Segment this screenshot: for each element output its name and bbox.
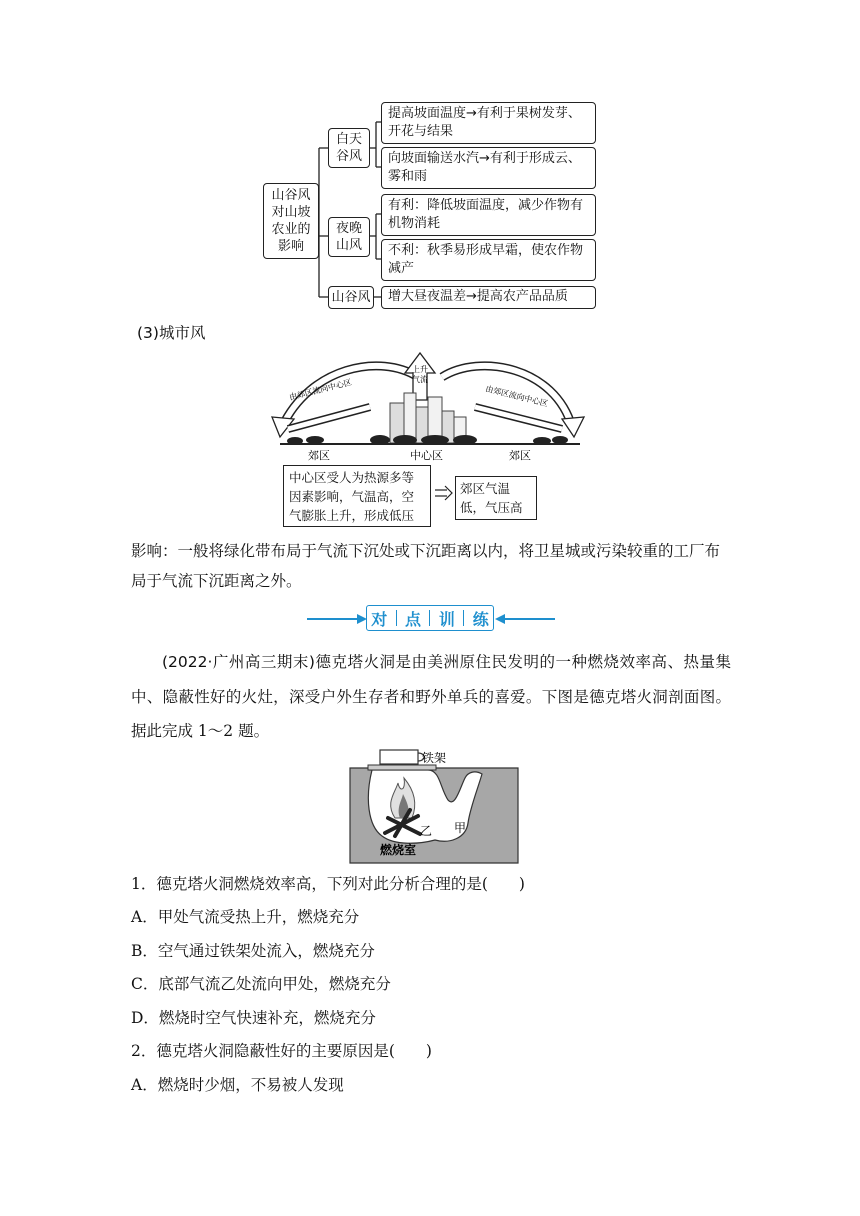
intro-text: 德克塔火洞是由美洲原住民发明的一种燃烧效率高、热量集中、隐蔽性好的火灶，深受户外生存者和野外单兵的喜爱。下图是德克塔火洞剖面图。据此完成 1～2 题。 bbox=[131, 653, 731, 740]
item-label: 不利：秋季易形成早霜，使农作物减产 bbox=[388, 243, 584, 276]
influence-paragraph: 影响：一般将绿化带布局于气流下沉处或下沉距离以内，将卫星城或污染较重的工厂布局于气流下沉距离之外。 bbox=[131, 542, 721, 590]
item-label: 增大昼夜温差→提高农产品品质 bbox=[388, 289, 568, 304]
mindmap-root bbox=[263, 183, 319, 259]
question-2-option-a[interactable]: A．燃烧时少烟，不易被人发现 bbox=[131, 1076, 344, 1094]
double-arrow-icon bbox=[433, 485, 455, 501]
arrow-head-icon bbox=[562, 417, 584, 437]
right-flow-label: 由郊区流向中心区 bbox=[484, 384, 549, 409]
mindmap-item bbox=[381, 286, 596, 309]
mindmap-branch-both bbox=[328, 286, 374, 309]
city-box-center-text: 中心区受人为热源多等因素影响，气温高，空气膨胀上升，形成低压 bbox=[289, 470, 415, 523]
item-label: 提高坡面温度→有利于果树发芽、开花与结果 bbox=[388, 106, 581, 139]
ground-label-center: 中心区 bbox=[410, 449, 443, 462]
branch-label: 白天谷风 bbox=[335, 132, 362, 164]
mindmap-branch-night bbox=[328, 217, 370, 257]
question-1-option-d[interactable]: D．燃烧时空气快速补充，燃烧充分 bbox=[131, 1009, 376, 1027]
intro-source: (2022·广州高三期末) bbox=[162, 653, 315, 671]
mindmap-item bbox=[381, 147, 596, 189]
up-flow-label-2: 气流 bbox=[412, 375, 428, 384]
iron-frame-icon bbox=[368, 765, 436, 770]
ground-label-right: 郊区 bbox=[509, 449, 531, 462]
iron-frame-label: 铁架 bbox=[422, 751, 447, 765]
ground-label-left: 郊区 bbox=[308, 449, 330, 462]
city-box-suburb bbox=[455, 476, 537, 520]
city-box-center bbox=[283, 465, 431, 527]
fire-hole-diagram bbox=[340, 748, 520, 866]
left-flow-label: 由郊区流向中心区 bbox=[288, 377, 353, 402]
question-2-stem: 2．德克塔火洞隐蔽性好的主要原因是( ) bbox=[131, 1042, 432, 1060]
up-flow-label-1: 上升 bbox=[412, 365, 428, 374]
banner-box bbox=[366, 605, 494, 631]
question-1-stem: 1．德克塔火洞燃烧效率高，下列对此分析合理的是( ) bbox=[131, 875, 525, 893]
banner-char: 对 bbox=[371, 609, 388, 629]
branch-label: 夜晚山风 bbox=[335, 221, 362, 253]
intro-paragraph bbox=[131, 645, 731, 749]
yi-label: 乙 bbox=[420, 824, 433, 838]
mindmap-item bbox=[381, 239, 596, 281]
section-title: (3)城市风 bbox=[137, 324, 206, 342]
question-1-option-b[interactable]: B．空气通过铁架处流入，燃烧充分 bbox=[131, 942, 375, 960]
mindmap-item bbox=[381, 102, 596, 144]
chamber-label: 燃烧室 bbox=[380, 843, 417, 857]
banner-char: 训 bbox=[438, 609, 455, 629]
mindmap-item bbox=[381, 194, 596, 236]
question-1-option-c[interactable]: C．底部气流乙处流向甲处，燃烧充分 bbox=[131, 975, 391, 993]
banner-char: 练 bbox=[472, 609, 489, 629]
banner-char: 点 bbox=[405, 609, 422, 629]
item-label: 有利：降低坡面温度，减少作物有机物消耗 bbox=[388, 198, 584, 231]
branch-label: 山谷风 bbox=[331, 289, 371, 305]
item-label: 向坡面输送水汽→有利于形成云、雾和雨 bbox=[388, 151, 581, 184]
city-box-suburb-text: 郊区气温低，气压高 bbox=[460, 481, 523, 515]
question-1-option-a[interactable]: A．甲处气流受热上升，燃烧充分 bbox=[131, 908, 360, 926]
pot-icon bbox=[380, 750, 418, 764]
mindmap-root-label: 山谷风对山坡农业的影响 bbox=[271, 188, 311, 254]
mindmap-branch-day bbox=[328, 128, 370, 168]
jia-label: 甲 bbox=[454, 821, 467, 835]
